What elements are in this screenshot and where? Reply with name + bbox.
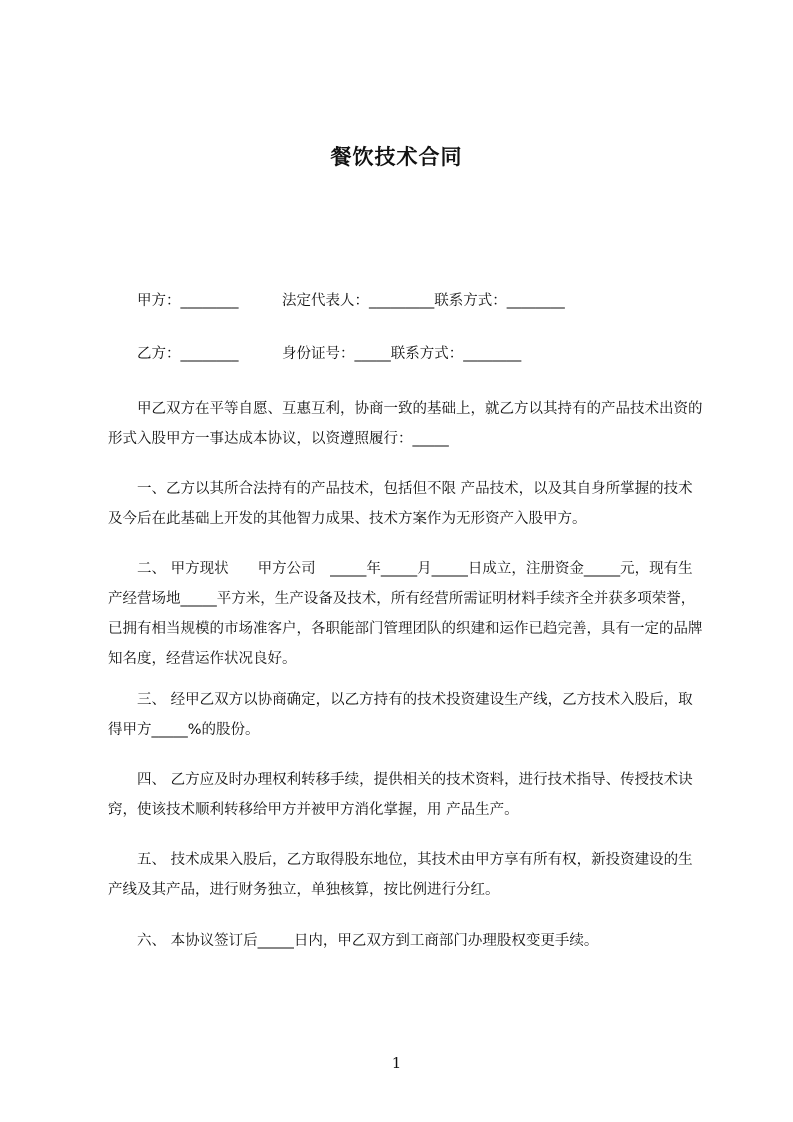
clause-3: 三、 经甲乙双方以协商确定，以乙方持有的技术投资建设生产线，乙方技术入股后，取得甲方_____%的股份。 bbox=[108, 692, 693, 738]
document-title: 餐饮技术合同 bbox=[330, 145, 463, 169]
party-a-line: 甲方：________ 法定代表人：_________联系方式：________ bbox=[137, 293, 565, 309]
clause-1: 一、乙方以其所合法持有的产品技术，包括但不限 产品技术，以及其自身所掌握的技术及今后在此基础上开发的其他智力成果、技术方案作为无形资产入股甲方。 bbox=[108, 481, 693, 527]
clause-6: 六、 本协议签订后_____日内，甲乙双方到工商部门办理股权变更手续。 bbox=[108, 933, 599, 949]
clause-5: 五、 技术成果入股后，乙方取得股东地位，其技术由甲方享有所有权，新投资建设的生产线及其产品，进行财务独立，单独核算，按比例进行分红。 bbox=[108, 852, 693, 898]
party-b-line: 乙方：________ 身份证号：_____联系方式：________ bbox=[137, 346, 522, 362]
page-number: 1 bbox=[391, 1054, 402, 1072]
clause-4: 四、 乙方应及时办理权利转移手续，提供相关的技术资料，进行技术指导、传授技术诀窍，使该技术顺利转移给甲方并被甲方消化掌握，用 产品生产。 bbox=[108, 772, 693, 818]
clause-2: 二、 甲方现状 甲方公司 _____年_____月_____日成立，注册资金_____元，现有生产经营场地_____平方米，生产设备及技术，所有经营所需证明材料手续齐全并获多项荣誉，已拥有相当规模的市场准客户，各职能部门管理团队的织建和运作已趋完善，具有一定的品牌知名度，经营运作状况良好。 bbox=[108, 561, 703, 667]
intro-paragraph: 甲乙双方在平等自愿、互惠互利，协商一致的基础上，就乙方以其持有的产品技术出资的形式入股甲方一事达成本协议，以资遵照履行：_____ bbox=[108, 401, 703, 447]
